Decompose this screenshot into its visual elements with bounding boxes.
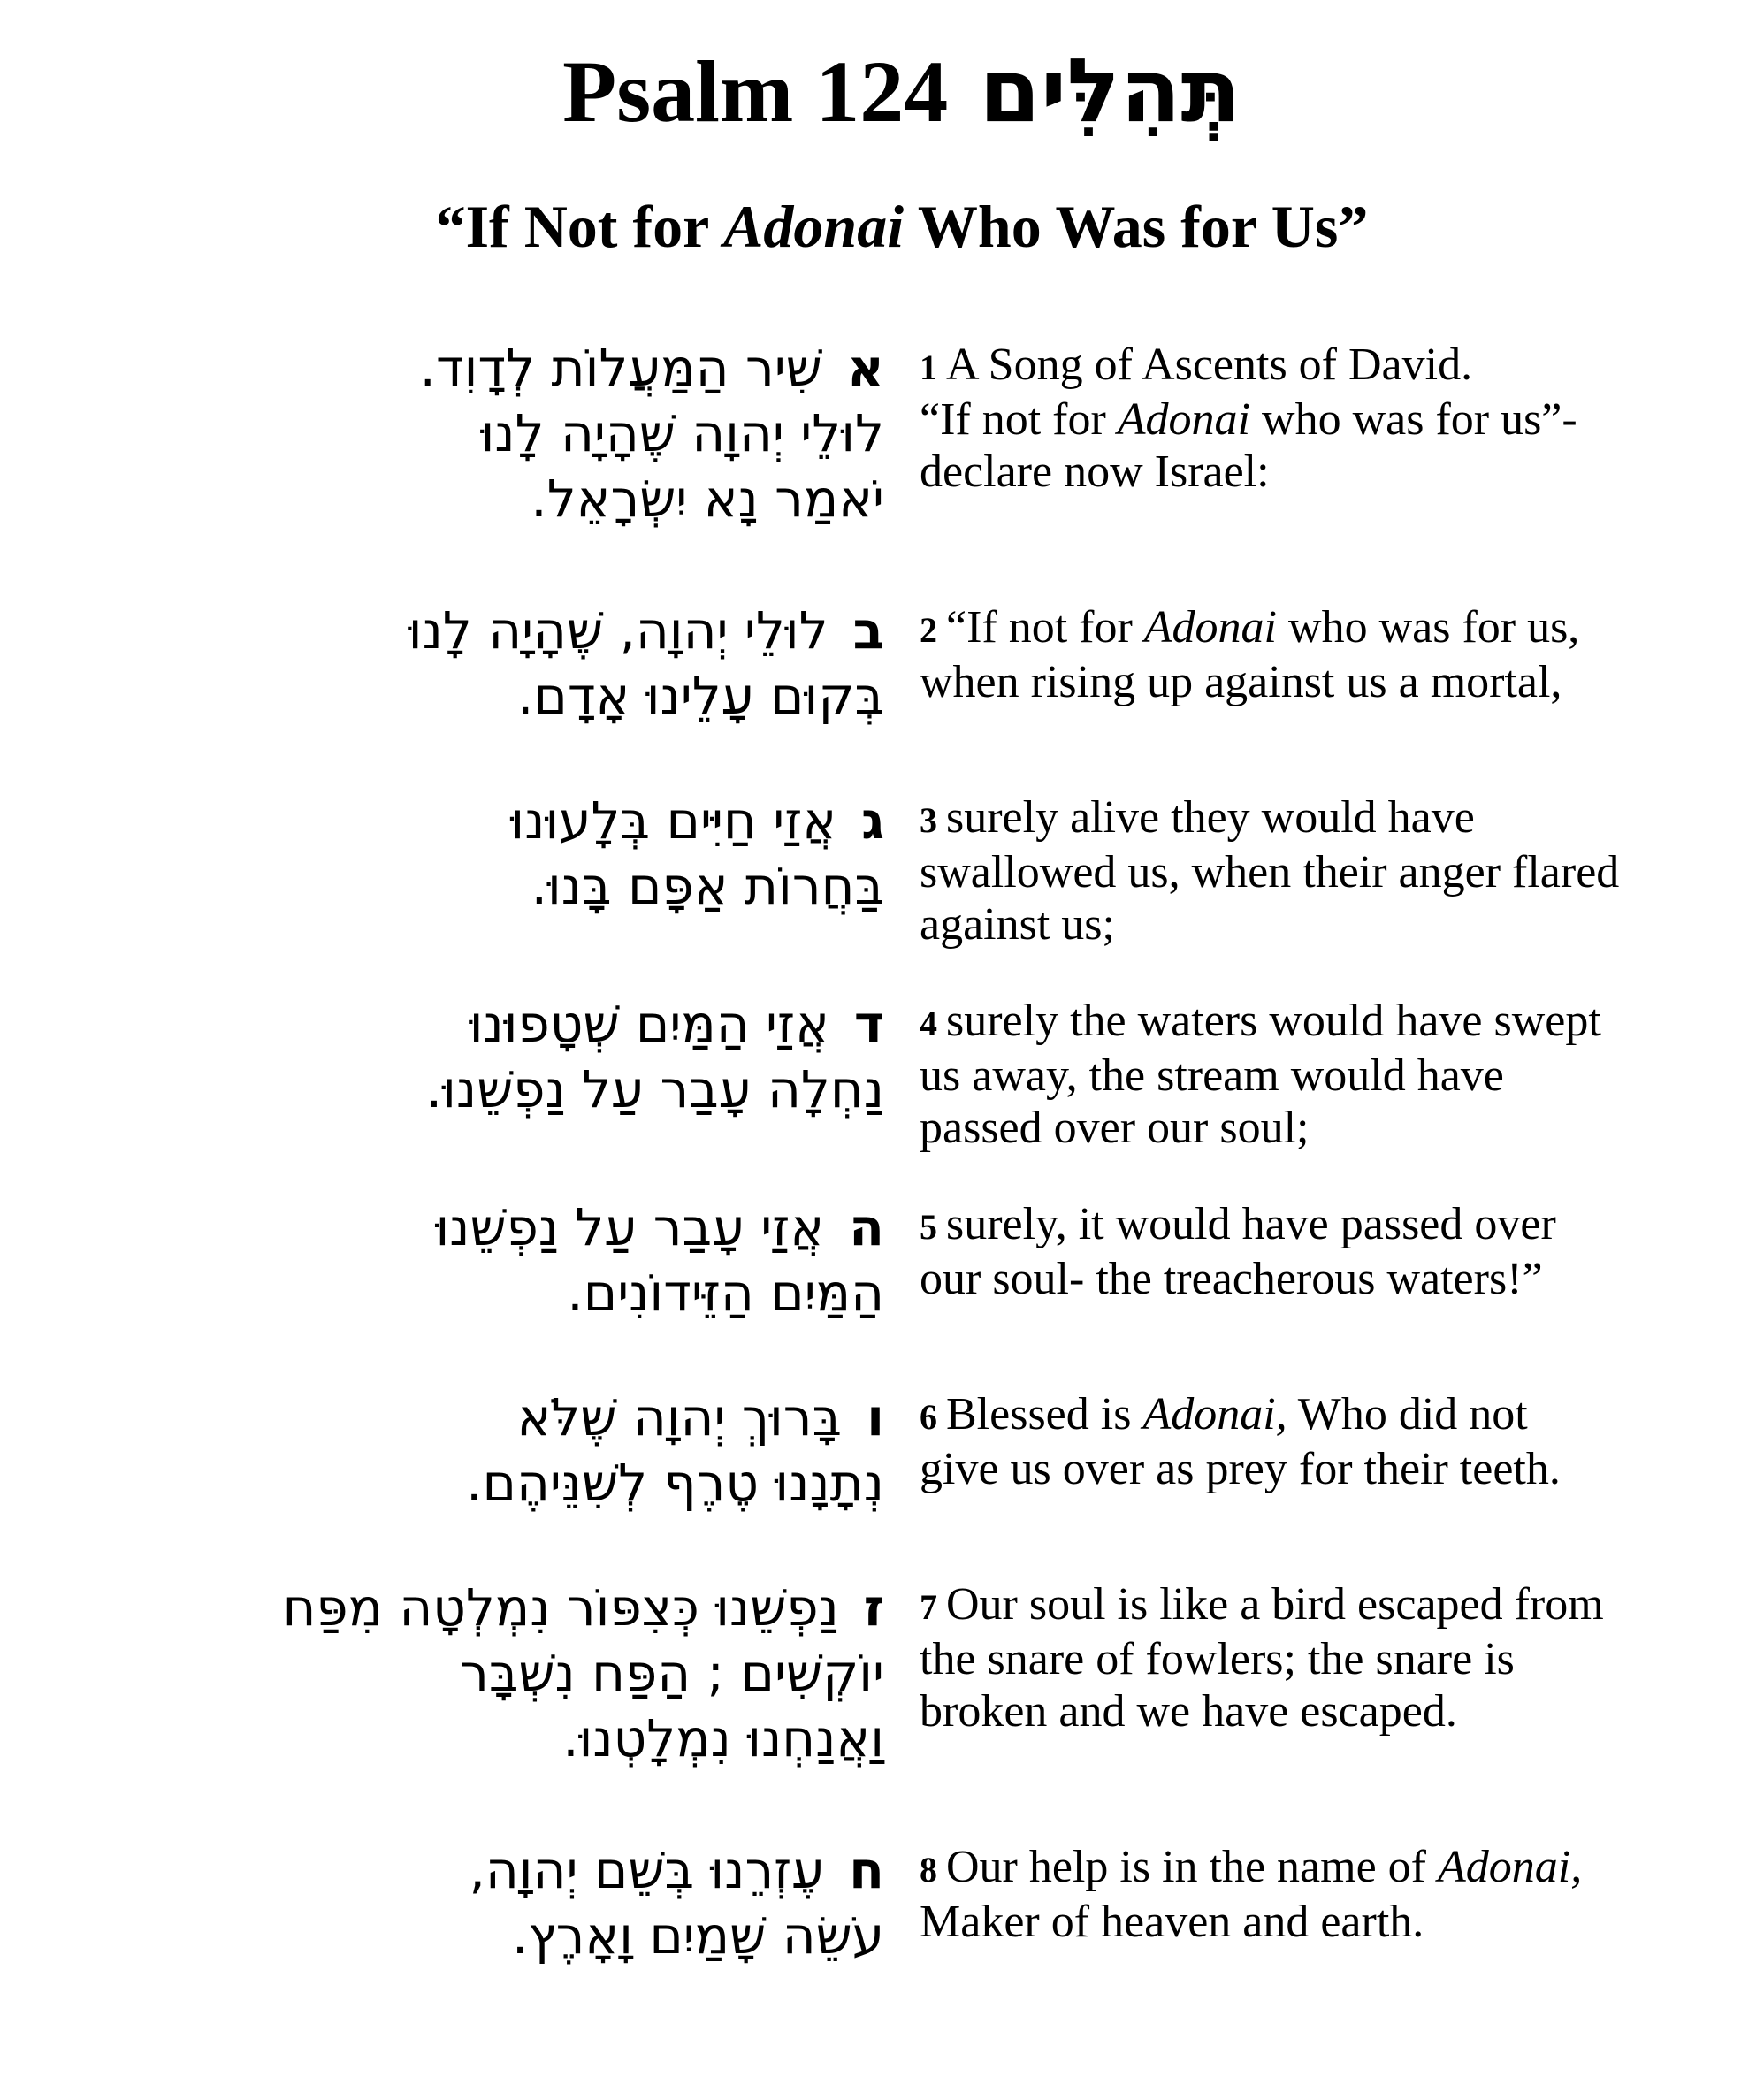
- english-line-text: surely alive they would have: [946, 792, 1475, 843]
- english-italic: Adonai,: [1437, 1842, 1583, 1892]
- english-text: [920, 995, 1760, 1154]
- english-line-text: A Song of Ascents of David.: [946, 340, 1473, 390]
- english-text: [920, 1578, 1760, 1737]
- english-line: the snare of fowlers; the snare is: [920, 1634, 1515, 1684]
- subtitle-start: “If Not for: [435, 193, 724, 260]
- english-line: declare now Israel:: [920, 447, 1270, 497]
- hebrew-text: [53, 1195, 884, 1325]
- verse-number: 4: [920, 1004, 937, 1043]
- english-line-text: “If not for: [920, 394, 1118, 445]
- hebrew-text: [53, 991, 884, 1122]
- hebrew-text: [53, 335, 884, 531]
- english-line-text: who was for us,: [1277, 602, 1580, 653]
- english-line: [920, 601, 1760, 656]
- english-line: against us;: [920, 899, 1115, 950]
- verse-number: 2: [920, 610, 937, 650]
- english-line-text: Blessed is: [946, 1389, 1143, 1439]
- hebrew-text: [53, 788, 884, 919]
- verse-letter: ה: [849, 1197, 884, 1257]
- english-text: [920, 339, 1760, 498]
- english-line-text: Our soul is like a bird escaped from: [946, 1579, 1604, 1630]
- english-line: [920, 1841, 1760, 1896]
- english-line: passed over our soul;: [920, 1103, 1310, 1153]
- english-line: [920, 995, 1760, 1050]
- english-line: when rising up against us a mortal,: [920, 657, 1562, 707]
- hebrew-line: [53, 335, 884, 401]
- hebrew-line: [53, 1837, 884, 1903]
- hebrew-text: [53, 1575, 884, 1771]
- hebrew-line: יוֹקְשִׁים ; הַפַּח נִשְׁבָּר: [460, 1643, 884, 1703]
- hebrew-line-text: לוּלֵי יְהוָה, שֶׁהָיָה לָנוּ: [408, 600, 829, 661]
- hebrew-text: [53, 1837, 884, 1968]
- verse-letter: ז: [863, 1577, 884, 1638]
- hebrew-line: [53, 991, 884, 1057]
- page-subtitle: [0, 186, 1764, 267]
- hebrew-line-text: אֲזַי חַיִּים בְּלָעוּנוּ: [510, 790, 837, 851]
- title-hebrew: תְּהִלִּים: [979, 39, 1241, 142]
- verse-letter: ג: [861, 790, 884, 851]
- verse-number: 3: [920, 800, 937, 840]
- english-text: [920, 791, 1760, 951]
- verse-number: 5: [920, 1207, 937, 1247]
- hebrew-line: וַאֲנַחְנוּ נִמְלָטְנוּ.: [562, 1708, 884, 1768]
- english-line: [920, 1388, 1760, 1443]
- english-line: [920, 339, 1760, 393]
- hebrew-line-text: נַפְשֵׁנוּ כְּצִפּוֹר נִמְלְטָה מִפַּח: [282, 1577, 839, 1638]
- hebrew-line: [53, 598, 884, 663]
- verse-number: 1: [920, 347, 937, 387]
- english-line: [920, 791, 1760, 846]
- hebrew-line: עֹשֵׂה שָׁמַיִם וָאָרֶץ.: [511, 1905, 884, 1966]
- hebrew-line: יֹאמַר נָא יִשְׂרָאֵל.: [531, 469, 884, 529]
- hebrew-line: נְתָנָנוּ טֶרֶף לְשִׁנֵּיהֶם.: [466, 1453, 884, 1513]
- hebrew-line: בַּחֲרוֹת אַפָּם בָּנוּ.: [531, 856, 884, 916]
- hebrew-line: בְּקוּם עָלֵינוּ אָדָם.: [516, 666, 884, 726]
- english-line: us away, the stream would have: [920, 1050, 1504, 1101]
- english-line-text: surely, it would have passed over: [946, 1199, 1556, 1249]
- verse-letter: ו: [867, 1387, 884, 1447]
- english-line: broken and we have escaped.: [920, 1686, 1457, 1737]
- english-line: Maker of heaven and earth.: [920, 1897, 1424, 1947]
- hebrew-line: [53, 788, 884, 853]
- english-line-text: surely the waters would have swept: [946, 996, 1601, 1046]
- english-line-text: Our help is in the name of: [946, 1842, 1438, 1892]
- english-line-text: Who did not: [1287, 1389, 1528, 1439]
- hebrew-line: לוּלֵי יְהוָה שֶׁהָיָה לָנוּ: [480, 403, 884, 463]
- hebrew-line: [53, 1385, 884, 1450]
- hebrew-line: [53, 1195, 884, 1260]
- verse-letter: א: [846, 338, 884, 398]
- subtitle-italic: Adonai: [723, 193, 905, 260]
- english-line: [920, 393, 1760, 446]
- english-italic: Adonai: [1143, 602, 1278, 653]
- verse-letter: ח: [849, 1840, 884, 1900]
- verse-letter: ד: [853, 994, 884, 1054]
- title-english: Psalm 124: [562, 42, 949, 141]
- english-text: [920, 1198, 1760, 1305]
- english-text: [920, 1841, 1760, 1948]
- hebrew-line-text: אֲזַי עָבַר עַל נַפְשֵׁנוּ: [435, 1197, 825, 1257]
- english-italic: Adonai,: [1142, 1389, 1287, 1439]
- english-line: our soul- the treacherous waters!”: [920, 1254, 1543, 1304]
- verse-number: 7: [920, 1587, 937, 1627]
- english-text: [920, 601, 1760, 708]
- verse-number: 8: [920, 1850, 937, 1890]
- english-text: [920, 1388, 1760, 1495]
- hebrew-line-text: בָּרוּךְ יְהוָה שֶׁלֹּא: [516, 1387, 843, 1447]
- page-title: [0, 34, 1764, 149]
- english-line: give us over as prey for their teeth.: [920, 1444, 1561, 1494]
- english-italic: Adonai: [1117, 394, 1251, 445]
- english-line: [920, 1578, 1760, 1633]
- english-line: [920, 1198, 1760, 1253]
- hebrew-text: [53, 598, 884, 729]
- verse-number: 6: [920, 1397, 937, 1437]
- hebrew-line-text: עֶזְרֵנוּ בְּשֵׁם יְהוָה,: [469, 1840, 825, 1900]
- hebrew-line: הַמַּיִם הַזֵּידוֹנִים.: [567, 1263, 884, 1323]
- subtitle-end: Who Was for Us”: [904, 193, 1369, 260]
- english-line-text: “If not for: [946, 602, 1144, 653]
- english-line: swallowed us, when their anger flared: [920, 847, 1620, 897]
- hebrew-line: נַחְלָה עָבַר עַל נַפְשֵׁנוּ.: [425, 1059, 884, 1119]
- hebrew-line-text: אֲזַי הַמַּיִם שְׁטָפוּנוּ: [469, 994, 829, 1054]
- hebrew-line: [53, 1575, 884, 1640]
- english-line-text: who was for us”-: [1250, 394, 1577, 445]
- hebrew-text: [53, 1385, 884, 1516]
- verse-letter: ב: [852, 600, 884, 661]
- hebrew-line-text: שִׁיר הַמַּעֲלוֹת לְדָוִד.: [419, 338, 822, 398]
